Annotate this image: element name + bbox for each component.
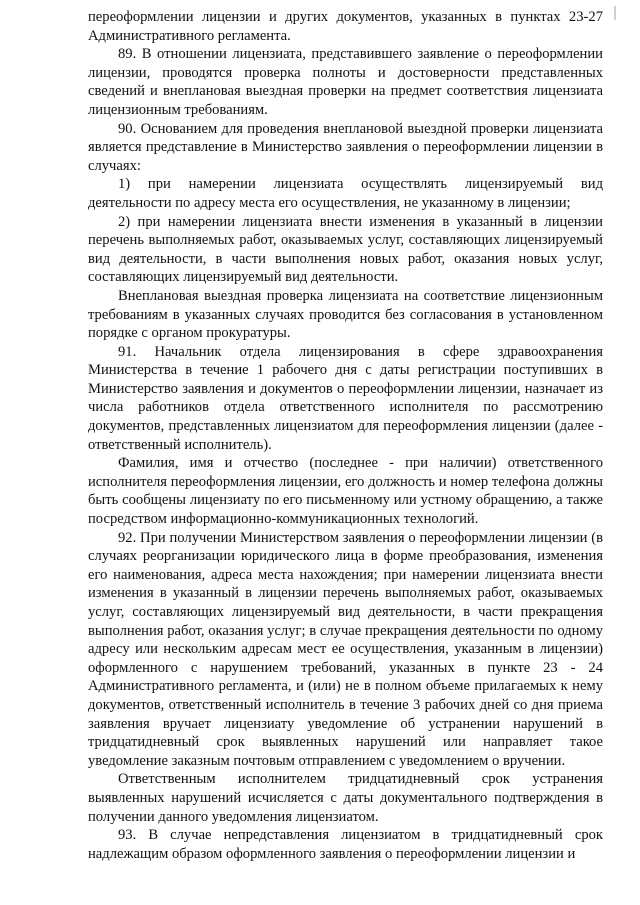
paragraph-responsible-contact: Фамилия, имя и отчество (последнее - при наличии) ответственного исполнителя переоформления лицензии, его должность и номер телефона должны быть сообщены лицензиату по его письменному или устному обращению, а также посредством информационно-коммуникационных технологий.: [88, 455, 603, 528]
document-page: [88, 8, 603, 863]
paragraph-item-93: 93. В случае непредставления лицензиатом в тридцатидневный срок надлежащим образом оформленного заявления о переоформлении лицензии и: [88, 827, 603, 862]
scan-edge-mark: [614, 6, 616, 20]
paragraph-subitem-2: 2) при намерении лицензиата внести изменения в указанный в лицензии перечень выполняемых работ, оказываемых услуг, составляющих лицензируемый вид деятельности, в части выполнения новых работ, оказания новых услуг, составляющих лицензируемый вид деятельности.: [88, 213, 603, 286]
paragraph-item-91: 91. Начальник отдела лицензирования в сфере здравоохранения Министерства в течение 1 рабочего дня с даты регистрации поступивших в Министерство заявления и документов о переоформлении лицензии, назначает из числа работников отдела ответственного исполнителя по рассмотрению документов, представленных лицензиатом для переоформления лицензии (далее - ответственный исполнитель).: [88, 343, 603, 453]
paragraph-item-92: 92. При получении Министерством заявления о переоформлении лицензии (в случаях реорганизации юридического лица в форме преобразования, изменения его наименования, адреса места нахождения; при намерении лицензиата внести изменения в указанный в лицензии перечень выполняемых работ, оказываемых услуг, составляющих лицензируемый вид деятельности, в части прекращения выполнения работ, оказания услуг; в случае прекращения деятельности по одному адресу или нескольким адресам мест ее осуществления, указанным в лицензии) оформленного с нарушением требований, указанных в пункте 23 - 24 Административного регламента, и (или) не в полном объеме прилагаемых к нему документов, ответственный исполнитель в течение 3 рабочих дней со дня приема заявления вручает лицензиату уведомление об устранении нарушений в тридцатидневный срок выявленных нарушений или направляет такое уведомление заказным почтовым отправлением с уведомлением о вручении.: [88, 529, 603, 769]
paragraph-unscheduled-inspection: Внеплановая выездная проверка лицензиата на соответствие лицензионным требованиям в указанных случаях проводится без согласования в установленном порядке с органом прокуратуры.: [88, 287, 603, 342]
paragraph-subitem-1: 1) при намерении лицензиата осуществлять лицензируемый вид деятельности по адресу места его осуществления, не указанному в лицензии;: [88, 176, 603, 211]
paragraph-continuation: переоформлении лицензии и других документов, указанных в пунктах 23-27 Административного регламента.: [88, 9, 603, 44]
paragraph-item-90: 90. Основанием для проведения внеплановой выездной проверки лицензиата является представление в Министерство заявления о переоформлении лицензии в случаях:: [88, 120, 603, 174]
paragraph-item-89: 89. В отношении лицензиата, представившего заявление о переоформлении лицензии, проводятся проверка полноты и достоверности представленных сведений и внеплановая выездная проверки на предмет соответствия лицензиата лицензионным требованиям.: [88, 46, 603, 118]
paragraph-deadline-calculation: Ответственным исполнителем тридцатидневный срок устранения выявленных нарушений исчисляется с даты документального подтверждения в получении данного уведомления лицензиатом.: [88, 771, 603, 825]
